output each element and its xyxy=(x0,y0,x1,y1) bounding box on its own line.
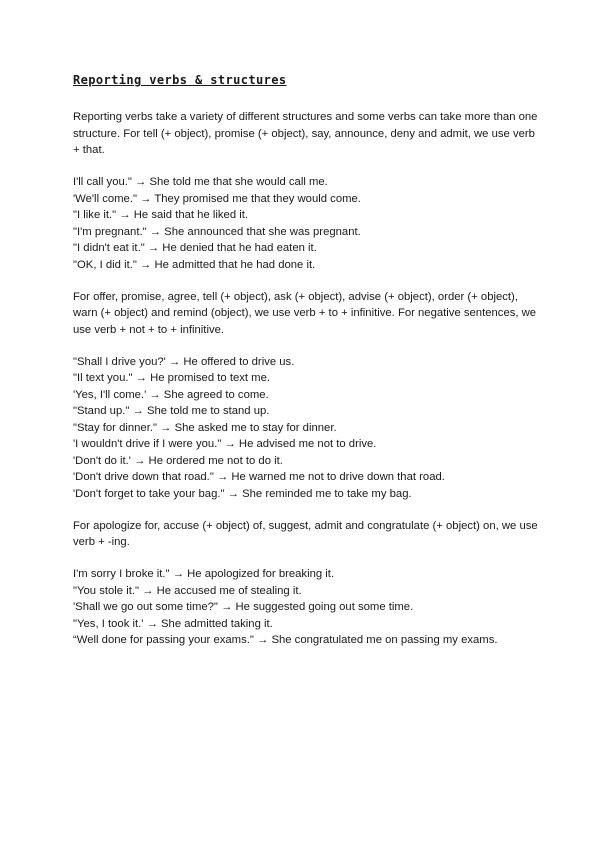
example-line: "OK, I did it." → He admitted that he had done it. xyxy=(73,258,316,271)
example-line: 'We'll come." → They promised me that they would come. xyxy=(73,192,361,205)
example-line: 'Yes, I'll come.' → She agreed to come. xyxy=(73,388,269,401)
example-line: I'm sorry I broke it." → He apologized for breaking it. xyxy=(73,568,335,580)
example-line: “Well done for passing your exams." → She congratulated me on passing my exams. xyxy=(73,634,498,646)
example-line: 'I wouldn't drive if I were you." → He advised me not to drive. xyxy=(73,438,377,450)
example-line: I'll call you." → She told me that she would call me. xyxy=(73,176,328,188)
document-body xyxy=(73,109,543,664)
page-title: Reporting verbs & structures xyxy=(73,73,287,87)
example-line: 'Don't forget to take your bag." → She reminded me to take my bag. xyxy=(73,487,412,500)
example-list-verb-ing xyxy=(73,566,543,649)
intro-paragraph-verb-that: Reporting verbs take a variety of different structures and some verbs can take more than one structure. For tell (+ object), promise (+ object), say, announce, deny and admit, we use verb + that. xyxy=(73,111,538,156)
example-line: "Yes, I took it.' → She admitted taking it. xyxy=(73,617,273,630)
example-line: "You stole it." → He accused me of stealing it. xyxy=(73,584,302,597)
intro-paragraph-verb-ing: For apologize for, accuse (+ object) of, suggest, admit and congratulate (+ object) on, we use verb + -ing. xyxy=(73,519,538,548)
intro-paragraph-verb-infinitive: For offer, promise, agree, tell (+ object), ask (+ object), advise (+ object), order (+ object), warn (+ object) and remind (object), we use verb + to + infinitive. For negative sentences, we use verb + not + to + infinitive. xyxy=(73,290,537,336)
example-line: 'Shall we go out some time?" → He suggested going out some time. xyxy=(73,601,414,613)
example-line: "Il text you." → He promised to text me. xyxy=(73,372,271,384)
example-line: "I like it." → He said that he liked it. xyxy=(73,209,249,221)
example-list-verb-infinitive xyxy=(73,354,543,503)
example-line: "Stay for dinner." → She asked me to stay for dinner. xyxy=(73,421,337,434)
example-list-verb-that xyxy=(73,174,543,273)
example-line: "Shall I drive you?' → He offered to drive us. xyxy=(73,355,295,368)
example-line: "I'm pregnant." → She announced that she was pregnant. xyxy=(73,225,361,238)
example-line: "Stand up." → She told me to stand up. xyxy=(73,405,270,417)
example-line: "I didn't eat it." → He denied that he had eaten it. xyxy=(73,242,317,254)
example-line: 'Don't do it.' → He ordered me not to do it. xyxy=(73,454,283,467)
example-line: 'Don't drive down that road." → He warned me not to drive down that road. xyxy=(73,471,445,483)
